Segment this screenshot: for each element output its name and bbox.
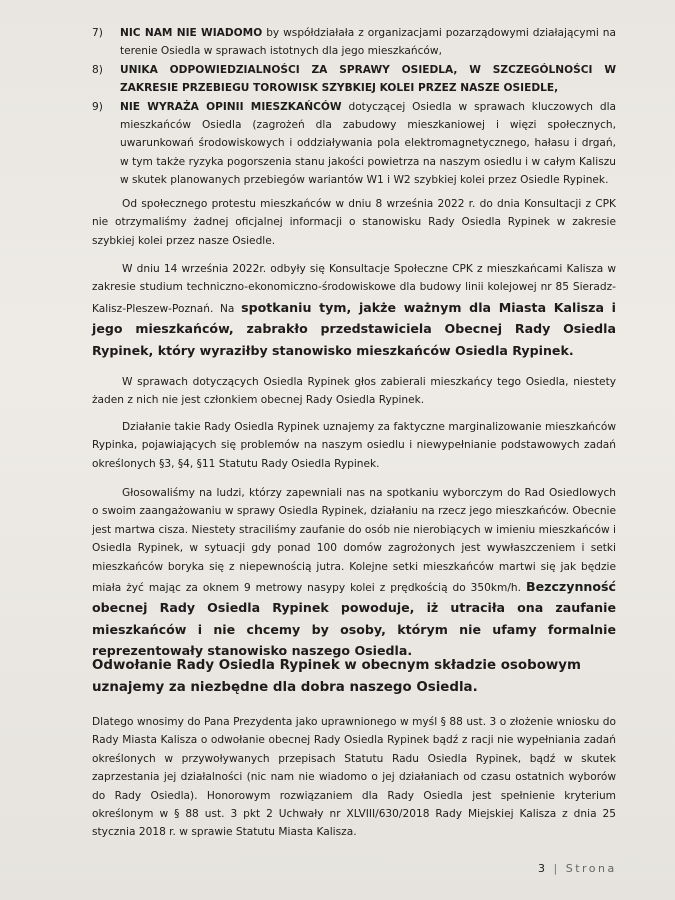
section-heading: Odwołanie Rady Osiedla Rypinek w obecnym składzie osobowym uznajemy za niezbędne dla dobra naszego Osiedla. (92, 658, 581, 695)
item-number: 8) (92, 63, 103, 76)
list-item (92, 61, 616, 98)
item-rest-text: by współdziałała z organizacjami pozarządowymi działającymi na terenie Osiedla w sprawach istotnych dla jego mieszkańców, (120, 27, 616, 58)
consultation-bold-text: spotkaniu tym, jakże ważnym dla Miasta Kalisza i jego mieszkańców, zabrakło przedstawiciela Obecnej Rady Osiedla Rypinek, który wyraziłby stanowisko mieszkańców Osiedla Rypinek. (92, 299, 616, 358)
item-bold-text: NIE WYRAŻA OPINII MIESZKAŃCÓW (120, 100, 342, 113)
item-bold-text: NIC NAM NIE WIADOMO (120, 27, 263, 39)
consultation-text: W dniu 14 września 2022r. odbyły się Konsultacje Społeczne CPK z mieszkańcami Kalisza w zakresie studium techniczno-ekonomiczno-środowiskowe dla budowy linii kolejowej nr 85 Sieradz-Kalisz-Pleszew-Poznań. Na (92, 263, 616, 315)
voting-bold-text: Bezczynność obecnej Rady Osiedla Rypinek powoduje, iż utraciła ona zaufanie mieszkańców i nie chcemy by osoby, którym nie ufamy formalnie reprezentowały stanowisko naszego Osiedla. (92, 579, 616, 659)
item-number: 9) (92, 100, 103, 113)
item-number: 7) (92, 27, 103, 39)
paragraph-consultation (92, 260, 616, 361)
paragraph-marginalization: Działanie takie Rady Osiedla Rypinek uznajemy za faktyczne marginalizowanie mieszkańców Rypinka, pojawiających się problemów na naszym osiedlu i niewypełnianie podstawowych zadań określonych §3, §4, §11 Statutu Rady Osiedla Rypinek. (92, 421, 616, 470)
item-text (120, 98, 616, 190)
item-rest-text: dotyczącej Osiedla w sprawach kluczowych dla mieszkańców Osiedla (zagrożeń dla zabudowy mieszkaniowej i więzi społecznych, uwarunkowań środowiskowych i oddziaływania pola elektromagnetycznego, hałasu i drgań, w tym także ryzyka pogorszenia stanu jakości powietrza na naszym osiedlu i w całym Kaliszu w skutek planowanych przebiegów wariantów W1 i W2 szybkiej kolei przez Osiedle Rypinek. (120, 100, 617, 187)
list-item (92, 98, 616, 190)
footer-separator: | (553, 862, 560, 875)
item-text (120, 24, 616, 61)
list-item (92, 24, 616, 61)
item-text (120, 61, 616, 98)
paragraph-voices: W sprawach dotyczących Osiedla Rypinek głos zabierali mieszkańcy tego Osiedla, niestety żaden z nich nie jest członkiem obecnej Rady Osiedla Rypinek. (92, 376, 616, 407)
voting-text: Głosowaliśmy na ludzi, którzy zapewniali nas na spotkaniu wyborczym do Rad Osiedlowych o swoim zaangażowaniu w sprawy Osiedla Rypinek, działaniu na rzecz jego mieszkańców. Obecnie jest martwa cisza. Niestety straciliśmy zaufanie do osób nie nierobiących w imieniu mieszkańców i Osiedla Rypinek, w sytuacji gdy ponad 100 domów zagrożonych jest wywłaszczeniem i setki mieszkańców boryka się z niepewnością jutra. Kolejne setki mieszkańców martwi się jak będzie miała żyć mając za oknem 9 metrowy nasypy kolei z prędkością do 350km/h. (92, 487, 616, 595)
page-number: 3 (538, 862, 548, 875)
item-bold-text: UNIKA ODPOWIEDZIALNOŚCI ZA SPRAWY OSIEDLA, W SZCZEGÓLNOŚCI W ZAKRESIE PRZEBIEGU TOROWISK SZYBKIEJ KOLEI PRZEZ NASZE OSIEDLE, (120, 63, 616, 95)
page-footer (538, 862, 617, 875)
paragraph-voting (92, 484, 616, 662)
paragraph-protest: Od społecznego protestu mieszkańców w dniu 8 września 2022 r. do dnia Konsultacji z CPK nie otrzymaliśmy żadnej oficjalnej informacji o stanowisku Rady Osiedla Rypinek w zakresie szybkiej kolei przez nasze Osiedle. (92, 198, 616, 247)
page-label: Strona (565, 862, 617, 875)
numbered-list (92, 24, 616, 190)
paragraph-request: Dlatego wnosimy do Pana Prezydenta jako uprawnionego w myśl § 88 ust. 3 o złożenie wniosku do Rady Miasta Kalisza o odwołanie obecnej Rady Osiedla Rypinek bądź z racji nie wypełniania zadań określonych w przywoływanych przepisach Statutu Radu Osiedla Rypinek, bądź w skutek zaprzestania jej działalności (nic nam nie wiadomo o jej działaniach od czasu ostatnich wyborów do Rady Osiedla). Honorowym rozwiązaniem dla Rady Osiedla jest spełnienie kryterium określonym w § 88 ust. 3 pkt 2 Uchwały nr XLVIII/630/2018 Rady Miejskiej Kalisza z dnia 25 stycznia 2018 r. w sprawie Statutu Miasta Kalisza. (92, 716, 616, 839)
